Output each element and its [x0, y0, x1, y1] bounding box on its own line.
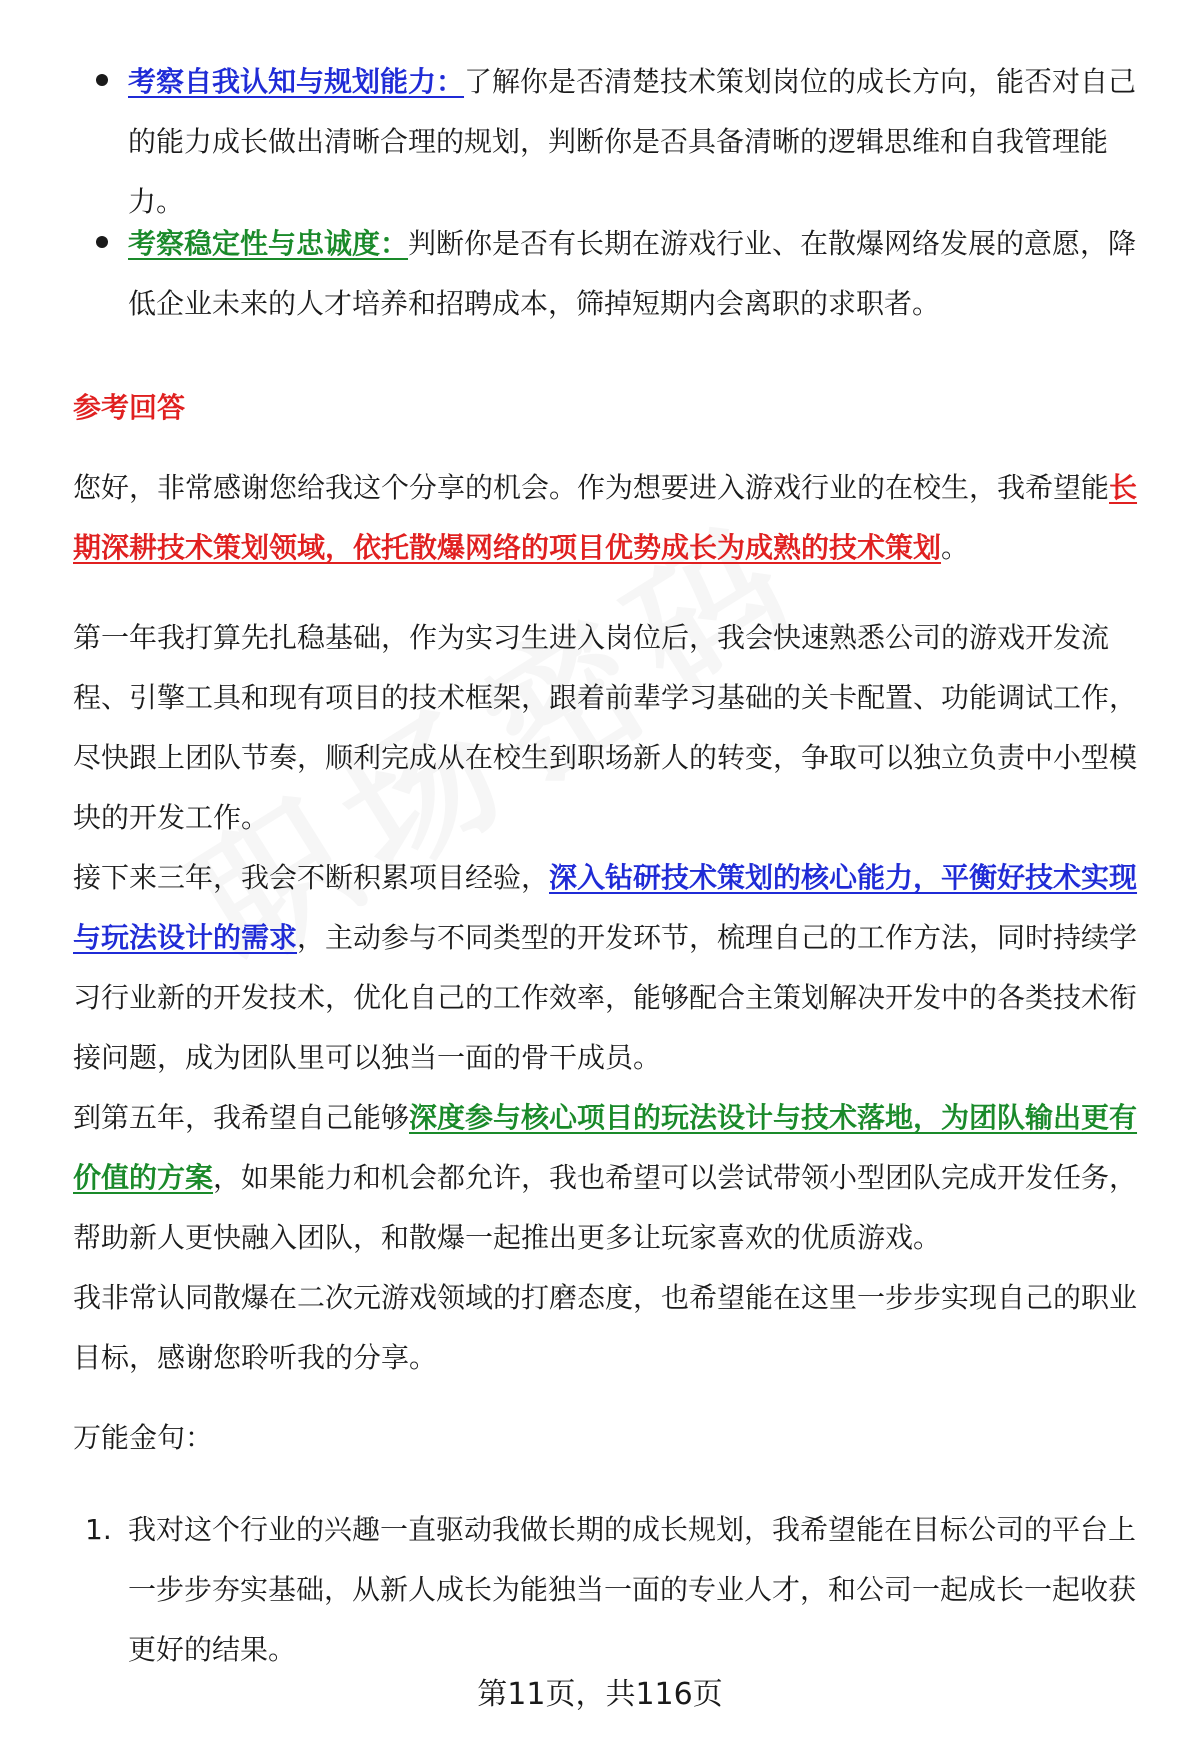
year-three-highlight: 深入钻研技术策划的核心能力，平衡好技术实现与玩法设计的需求 [73, 861, 1138, 954]
list-number: 1. [85, 1513, 112, 1546]
year-one-paragraph: 第一年我打算先扎稳基础，作为实习生进入岗位后，我会快速熟悉公司的游戏开发流程、引擎工具和现有项目的技术框架，跟着前辈学习基础的关卡配置、功能调试工作，尽快跟上团队节奏，顺利完成从在校生到职场新人的转变，争取可以独立负责中小型模块的开发工作。 [73, 621, 1138, 834]
bullet-text: 判断你是否有长期在游戏行业、在散爆网络发展的意愿，降低企业未来的人才培养和招聘成本，筛掉短期内会离职的求职者。 [128, 227, 1137, 320]
intro-end: 。 [941, 531, 970, 564]
intro-text: 您好，非常感谢您给我这个分享的机会。作为想要进入游戏行业的在校生，我希望能 [73, 471, 1110, 504]
page-number: 第11页，共116页 [477, 1677, 723, 1712]
bullet-highlight: 考察稳定性与忠诚度： [128, 227, 409, 260]
bullet-paragraph [128, 214, 1153, 334]
bullet-highlight: 考察自我认知与规划能力： [128, 65, 465, 98]
year-five-highlight: 深度参与核心项目的玩法设计与技术落地，为团队输出更有价值的方案 [73, 1101, 1138, 1194]
intro-highlight: 长期深耕技术策划领域，依托散爆网络的项目优势成长为成熟的技术策划 [73, 471, 1138, 564]
reference-heading: 参考回答 [73, 391, 186, 424]
bullet-paragraph [128, 52, 1153, 232]
year-three-text-rest: ，主动参与不同类型的开发环节，梳理自己的工作方法，同时持续学习行业新的开发技术，优化自己的工作效率，能够配合主策划解决开发中的各类技术衔接问题，成为团队里可以独当一面的骨干成员。 [73, 921, 1138, 1074]
closing-paragraph: 我非常认同散爆在二次元游戏领域的打磨态度，也希望能在这里一步步实现自己的职业目标，感谢您聆听我的分享。 [73, 1281, 1138, 1374]
year-five-text-rest: ，如果能力和机会都允许，我也希望可以尝试带领小型团队完成开发任务，帮助新人更快融入团队，和散爆一起推出更多让玩家喜欢的优质游戏。 [73, 1161, 1138, 1254]
bullet-text: 了解你是否清楚技术策划岗位的成长方向，能否对自己的能力成长做出清晰合理的规划，判断你是否具备清晰的逻辑思维和自我管理能力。 [128, 65, 1137, 218]
golden-heading: 万能金句： [73, 1421, 214, 1454]
intro-paragraph [73, 458, 1153, 578]
year-three-paragraph [73, 848, 1153, 1088]
year-five-text: 到第五年，我希望自己能够 [73, 1101, 410, 1134]
bullet-dot-icon [96, 74, 108, 86]
year-three-text: 接下来三年，我会不断积累项目经验， [73, 861, 550, 894]
bullet-dot-icon [96, 236, 108, 248]
year-five-paragraph [73, 1088, 1153, 1268]
golden-sentence-text: 我对这个行业的兴趣一直驱动我做长期的成长规划，我希望能在目标公司的平台上一步步夯实基础，从新人成长为能独当一面的专业人才，和公司一起成长一起收获更好的结果。 [128, 1513, 1137, 1666]
